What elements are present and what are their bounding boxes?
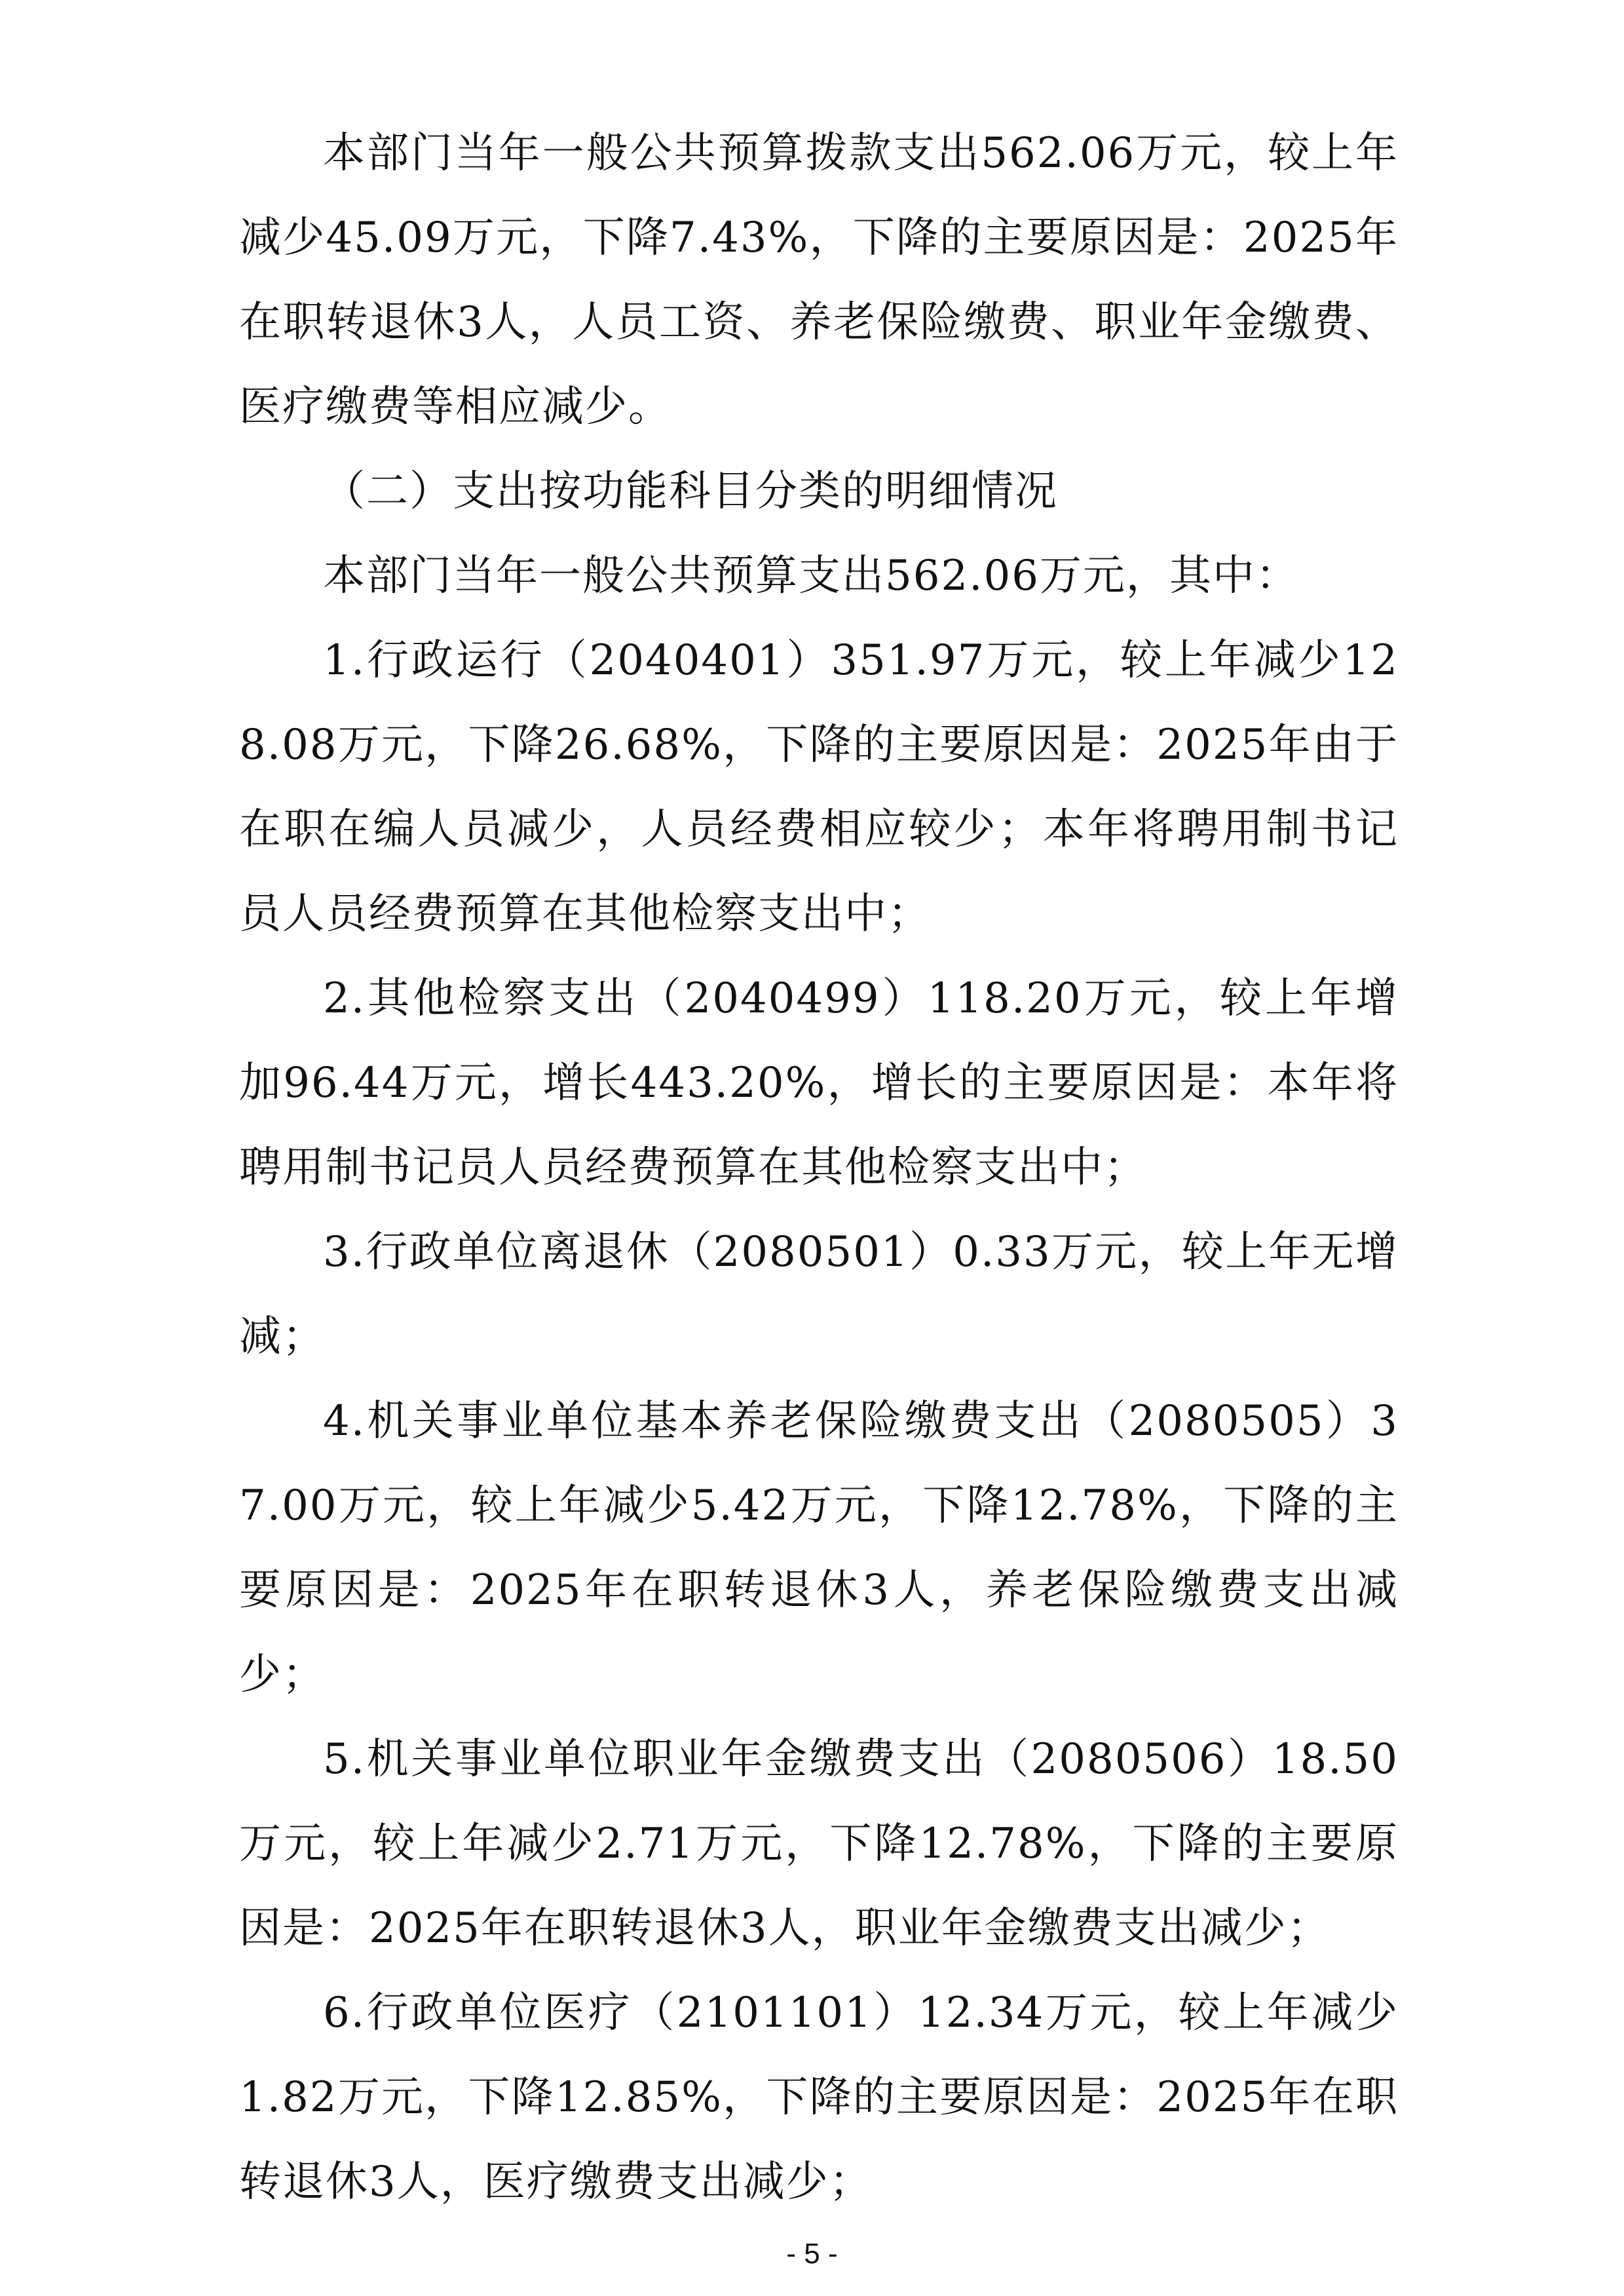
- paragraph-budget-summary: 本部门当年一般公共预算拨款支出562.06万元，较上年减少45.09万元，下降7.43%，下降的主要原因是：2025年在职转退休3人，人员工资、养老保险缴费、职业年金缴费、医疗缴费等相应减少。: [239, 129, 1399, 431]
- paragraph-expenditure-intro: 本部门当年一般公共预算支出562.06万元，其中：: [323, 552, 1299, 600]
- list-item-other-procuratorial-expenditure: 2.其他检察支出（2040499）118.20万元，较上年增加96.44万元，增长443.20%，增长的主要原因是：本年将聘用制书记员人员经费预算在其他检察支出中；: [239, 974, 1399, 1192]
- list-item-retirement: 3.行政单位离退休（2080501）0.33万元，较上年无增减；: [239, 1228, 1399, 1361]
- list-item-administrative-operation: 1.行政运行（2040401）351.97万元，较上年减少128.08万元，下降26.68%，下降的主要原因是：2025年由于在职在编人员减少，人员经费相应较少；本年将聘用制书记员人员经费预算在其他检察支出中；: [239, 636, 1399, 938]
- list-item-occupational-annuity: 5.机关事业单位职业年金缴费支出（2080506）18.50万元，较上年减少2.71万元，下降12.78%，下降的主要原因是：2025年在职转退休3人，职业年金缴费支出减少；: [239, 1735, 1399, 1953]
- document-body: [239, 111, 1399, 2225]
- list-item-pension-insurance: 4.机关事业单位基本养老保险缴费支出（2080505）37.00万元，较上年减少5.42万元，下降12.78%，下降的主要原因是：2025年在职转退休3人，养老保险缴费支出减少；: [239, 1397, 1399, 1699]
- list-item-medical: 6.行政单位医疗（2101101）12.34万元，较上年减少1.82万元，下降12.85%，下降的主要原因是：2025年在职转退休3人，医疗缴费支出减少；: [239, 1989, 1399, 2206]
- page-number: - 5 -: [786, 2238, 838, 2270]
- section-heading-functional-classification: （二）支出按功能科目分类的明细情况: [323, 467, 1058, 516]
